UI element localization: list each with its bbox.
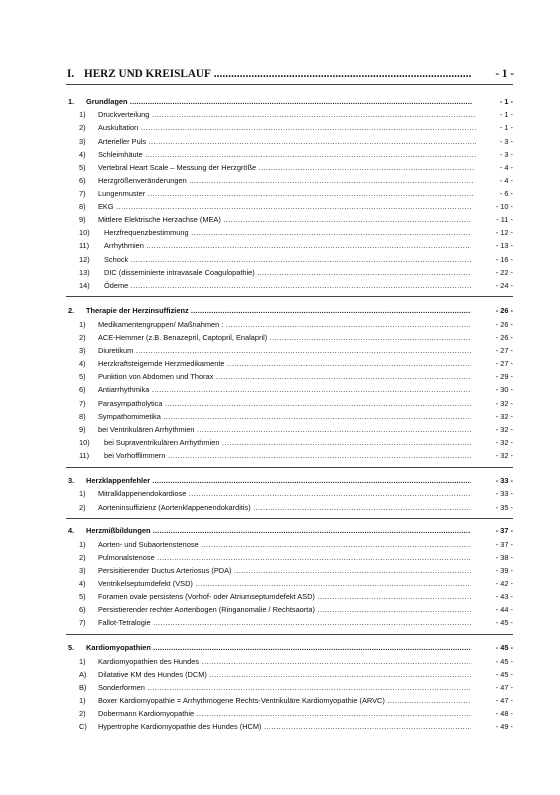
entry-number: 4) xyxy=(79,579,86,588)
toc-entry[interactable] xyxy=(0,188,560,199)
entry-page: - 12 - xyxy=(495,228,513,237)
entry-title: Ventrikelseptumdefekt (VSD) ..... xyxy=(98,578,471,589)
entry-title: bei Ventrikulären Arrhythmien ..... xyxy=(98,424,471,435)
entry-title: bei Vorhofflimmern ..... xyxy=(104,450,471,461)
toc-entry[interactable] xyxy=(0,240,560,251)
toc-entry[interactable] xyxy=(0,604,560,615)
entry-number: 6) xyxy=(79,176,86,185)
entry-number: 8) xyxy=(79,412,86,421)
entry-page: - 47 - xyxy=(495,683,513,692)
entry-title: Dilatative KM des Hundes (DCM) ..... xyxy=(98,669,471,680)
entry-page: - 4 - xyxy=(499,163,513,172)
entry-page: - 3 - xyxy=(499,150,513,159)
entry-number: 9) xyxy=(79,215,86,224)
toc-entry[interactable] xyxy=(0,591,560,602)
entry-page: - 11 - xyxy=(496,215,513,224)
toc-entry[interactable] xyxy=(0,384,560,395)
toc-entry[interactable] xyxy=(0,437,560,448)
section-divider xyxy=(66,467,513,468)
toc-entry[interactable] xyxy=(0,682,560,693)
toc-entry[interactable] xyxy=(0,227,560,238)
entry-number: 1) xyxy=(79,489,86,498)
toc-section[interactable] xyxy=(0,642,560,653)
toc-entry[interactable] xyxy=(0,175,560,186)
entry-title: ACE-Hemmer (z.B. Benazepril, Captopril, Enalapril) ..... xyxy=(98,332,471,343)
toc-section[interactable] xyxy=(0,96,560,107)
entry-title: Punktion von Abdomen und Thorax ..... xyxy=(98,371,471,382)
toc-entry[interactable] xyxy=(0,371,560,382)
entry-title: Herzgrößenveränderungen ..... xyxy=(98,175,474,186)
entry-number: 7) xyxy=(79,399,86,408)
entry-page: - 27 - xyxy=(495,359,513,368)
entry-page: - 22 - xyxy=(495,268,513,277)
entry-number: 1) xyxy=(79,110,86,119)
entry-title: Pulmonalstenose ..... xyxy=(98,552,471,563)
entry-title: Parasympatholytica ..... xyxy=(98,398,471,409)
entry-title: EKG ..... xyxy=(98,201,471,212)
entry-title: Herzfrequenzbestimmung ..... xyxy=(104,227,471,238)
entry-number: 6) xyxy=(79,385,86,394)
entry-number: 1) xyxy=(79,320,86,329)
entry-page: - 32 - xyxy=(495,399,513,408)
entry-number: 3) xyxy=(79,566,86,575)
section-number: 1. xyxy=(68,97,75,106)
toc-entry[interactable] xyxy=(0,398,560,409)
toc-entry[interactable] xyxy=(0,565,560,576)
toc-entry[interactable] xyxy=(0,450,560,461)
toc-entry[interactable] xyxy=(0,136,560,147)
entry-title: DIC (disseminierte intravasale Coagulopathie) ..... xyxy=(104,267,471,278)
toc-entry[interactable] xyxy=(0,201,560,212)
section-page: - 33 - xyxy=(495,476,513,485)
entry-number: 2) xyxy=(79,709,86,718)
toc-entry[interactable] xyxy=(0,345,560,356)
entry-title: Fallot-Tetralogie ..... xyxy=(98,617,471,628)
entry-page: - 42 - xyxy=(495,579,513,588)
entry-page: - 32 - xyxy=(495,451,513,460)
entry-title: Medikamentengruppen/ Maßnahmen : ..... xyxy=(98,319,471,330)
entry-title: Dobermann Kardiomyopathie ..... xyxy=(98,708,471,719)
entry-number: 7) xyxy=(79,618,86,627)
toc-entry[interactable] xyxy=(0,578,560,589)
section-divider xyxy=(66,518,513,519)
entry-number: 1) xyxy=(79,696,86,705)
entry-title: bei Supraventrikulären Arrhythmien ..... xyxy=(104,437,471,448)
section-page: - 26 - xyxy=(495,306,513,315)
toc-entry[interactable] xyxy=(0,358,560,369)
entry-page: - 1 - xyxy=(499,123,513,132)
section-title: Kardiomyopathien ..... xyxy=(86,642,471,653)
section-number: 4. xyxy=(68,526,75,535)
entry-number: 12) xyxy=(79,255,90,264)
entry-title: Diuretikum ..... xyxy=(98,345,471,356)
entry-number: 5) xyxy=(79,372,86,381)
entry-page: - 49 - xyxy=(495,722,513,731)
toc-entry[interactable] xyxy=(0,669,560,680)
toc-entry[interactable] xyxy=(0,424,560,435)
entry-number: 2) xyxy=(79,123,86,132)
entry-number: 1) xyxy=(79,540,86,549)
entry-page: - 24 - xyxy=(495,281,513,290)
entry-number: 4) xyxy=(79,359,86,368)
entry-page: - 47 - xyxy=(495,696,513,705)
entry-page: - 45 - xyxy=(495,618,513,627)
entry-number: 10) xyxy=(79,228,90,237)
entry-page: - 13 - xyxy=(495,241,513,250)
entry-number: 3) xyxy=(79,346,86,355)
section-title: Herzklappenfehler ..... xyxy=(86,475,471,486)
entry-page: - 16 - xyxy=(495,255,513,264)
entry-title: Aorten- und Subaortenstenose ..... xyxy=(98,539,471,550)
section-title: Therapie der Herzinsuffizienz ..... xyxy=(86,305,471,316)
section-number: 2. xyxy=(68,306,75,315)
toc-entry[interactable] xyxy=(0,617,560,628)
toc-entry[interactable] xyxy=(0,254,560,265)
entry-title: Arterieller Puls ..... xyxy=(98,136,476,147)
toc-entry[interactable] xyxy=(0,332,560,343)
entry-page: - 4 - xyxy=(499,176,513,185)
chapter-page: - 1 - xyxy=(495,68,514,80)
entry-number: A) xyxy=(79,670,87,679)
toc-chapter-heading[interactable] xyxy=(0,66,560,82)
entry-page: - 33 - xyxy=(495,489,513,498)
entry-number: 5) xyxy=(79,163,86,172)
section-number: 5. xyxy=(68,643,75,652)
toc-entry[interactable] xyxy=(0,411,560,422)
entry-page: - 37 - xyxy=(495,540,513,549)
entry-title: Persisitierender Ductus Arteriosus (PDA) ..... xyxy=(98,565,471,576)
entry-number: B) xyxy=(79,683,87,692)
entry-number: 3) xyxy=(79,137,86,146)
entry-page: - 26 - xyxy=(495,320,513,329)
entry-title: Foramen ovale persistens (Vorhof- oder Atriumseptumdefekt ASD) ..... xyxy=(98,591,471,602)
toc-section[interactable] xyxy=(0,525,560,536)
toc-entry[interactable] xyxy=(0,539,560,550)
entry-page: - 45 - xyxy=(495,670,513,679)
entry-title: Arrhythmien ..... xyxy=(104,240,471,251)
toc-entry[interactable] xyxy=(0,267,560,278)
entry-number: C) xyxy=(79,722,87,731)
toc-entry[interactable] xyxy=(0,721,560,732)
toc-entry[interactable] xyxy=(0,502,560,513)
section-divider xyxy=(66,634,513,635)
entry-title: Antiarrhythmika ..... xyxy=(98,384,471,395)
entry-number: 8) xyxy=(79,202,86,211)
entry-title: Lungenmuster ..... xyxy=(98,188,474,199)
entry-title: Kardiomyopathien des Hundes ..... xyxy=(98,656,471,667)
section-number: 3. xyxy=(68,476,75,485)
section-divider xyxy=(66,296,513,297)
section-page: - 37 - xyxy=(495,526,513,535)
entry-title: Sonderformen ..... xyxy=(98,682,471,693)
entry-number: 9) xyxy=(79,425,86,434)
entry-title: Herzkraftsteigernde Herzmedikamente ..... xyxy=(98,358,471,369)
toc-section[interactable] xyxy=(0,305,560,316)
chapter-number: I. xyxy=(67,68,75,80)
entry-title: Ödeme ..... xyxy=(104,280,471,291)
entry-page: - 44 - xyxy=(495,605,513,614)
toc-entry[interactable] xyxy=(0,656,560,667)
entry-title: Schock ..... xyxy=(104,254,471,265)
entry-title: Mitralklappenendokardiose ..... xyxy=(98,488,471,499)
toc-entry[interactable] xyxy=(0,149,560,160)
entry-page: - 30 - xyxy=(495,385,513,394)
entry-number: 11) xyxy=(79,241,90,250)
toc-entry[interactable] xyxy=(0,708,560,719)
entry-title: Druckverteilung ..... xyxy=(98,109,476,120)
entry-page: - 43 - xyxy=(495,592,513,601)
entry-number: 2) xyxy=(79,503,86,512)
entry-number: 2) xyxy=(79,333,86,342)
entry-page: - 39 - xyxy=(495,566,513,575)
entry-number: 13) xyxy=(79,268,90,277)
section-page: - 45 - xyxy=(495,643,513,652)
entry-page: - 1 - xyxy=(499,110,513,119)
toc-section[interactable] xyxy=(0,475,560,486)
section-page: - 1 - xyxy=(499,97,513,106)
toc-entry[interactable] xyxy=(0,488,560,499)
entry-page: - 10 - xyxy=(495,202,513,211)
chapter-title: HERZ UND KREISLAUF ..... xyxy=(84,66,472,82)
entry-title: Sympathomimetika ..... xyxy=(98,411,471,422)
section-title: Herzmißbildungen ..... xyxy=(86,525,471,536)
entry-page: - 6 - xyxy=(499,189,513,198)
entry-page: - 32 - xyxy=(495,412,513,421)
toc-entry[interactable] xyxy=(0,552,560,563)
entry-title: Mittlere Elektrische Herzachse (MEA) ..... xyxy=(98,214,471,225)
entry-page: - 27 - xyxy=(495,346,513,355)
entry-title: Boxer Kardiomyopathie = Arrhythmogene Rechts-Ventrikuläre Kardiomyopathie (ARVC) ..... xyxy=(98,695,471,706)
entry-page: - 38 - xyxy=(495,553,513,562)
entry-number: 7) xyxy=(79,189,86,198)
entry-page: - 32 - xyxy=(495,425,513,434)
entry-title: Aorteninsuffizienz (Aortenklappenendokarditis) ..... xyxy=(98,502,471,513)
toc-entry[interactable] xyxy=(0,109,560,120)
entry-page: - 45 - xyxy=(495,657,513,666)
toc-entry[interactable] xyxy=(0,162,560,173)
entry-page: - 35 - xyxy=(495,503,513,512)
toc-entry[interactable] xyxy=(0,319,560,330)
entry-number: 6) xyxy=(79,605,86,614)
entry-number: 5) xyxy=(79,592,86,601)
entry-page: - 26 - xyxy=(495,333,513,342)
entry-number: 2) xyxy=(79,553,86,562)
entry-title: Vertebral Heart Scale – Messung der Herzgröße ..... xyxy=(98,162,474,173)
toc-entry[interactable] xyxy=(0,122,560,133)
entry-title: Persistierender rechter Aortenbogen (Ringanomalie / Rechtsaorta) ..... xyxy=(98,604,471,615)
entry-number: 10) xyxy=(79,438,90,447)
entry-page: - 48 - xyxy=(495,709,513,718)
entry-title: Schleimhäute ..... xyxy=(98,149,476,160)
entry-number: 4) xyxy=(79,150,86,159)
entry-title: Auskultation ..... xyxy=(98,122,476,133)
entry-page: - 29 - xyxy=(495,372,513,381)
chapter-divider xyxy=(66,84,513,85)
entry-page: - 3 - xyxy=(499,137,513,146)
toc-entry[interactable] xyxy=(0,280,560,291)
section-title: Grundlagen ..... xyxy=(86,96,472,107)
entry-number: 11) xyxy=(79,451,90,460)
toc-entry[interactable] xyxy=(0,214,560,225)
entry-page: - 32 - xyxy=(495,438,513,447)
entry-number: 1) xyxy=(79,657,86,666)
entry-number: 14) xyxy=(79,281,90,290)
entry-title: Hypertrophe Kardiomyopathie des Hundes (HCM) ..... xyxy=(98,721,471,732)
toc-entry[interactable] xyxy=(0,695,560,706)
